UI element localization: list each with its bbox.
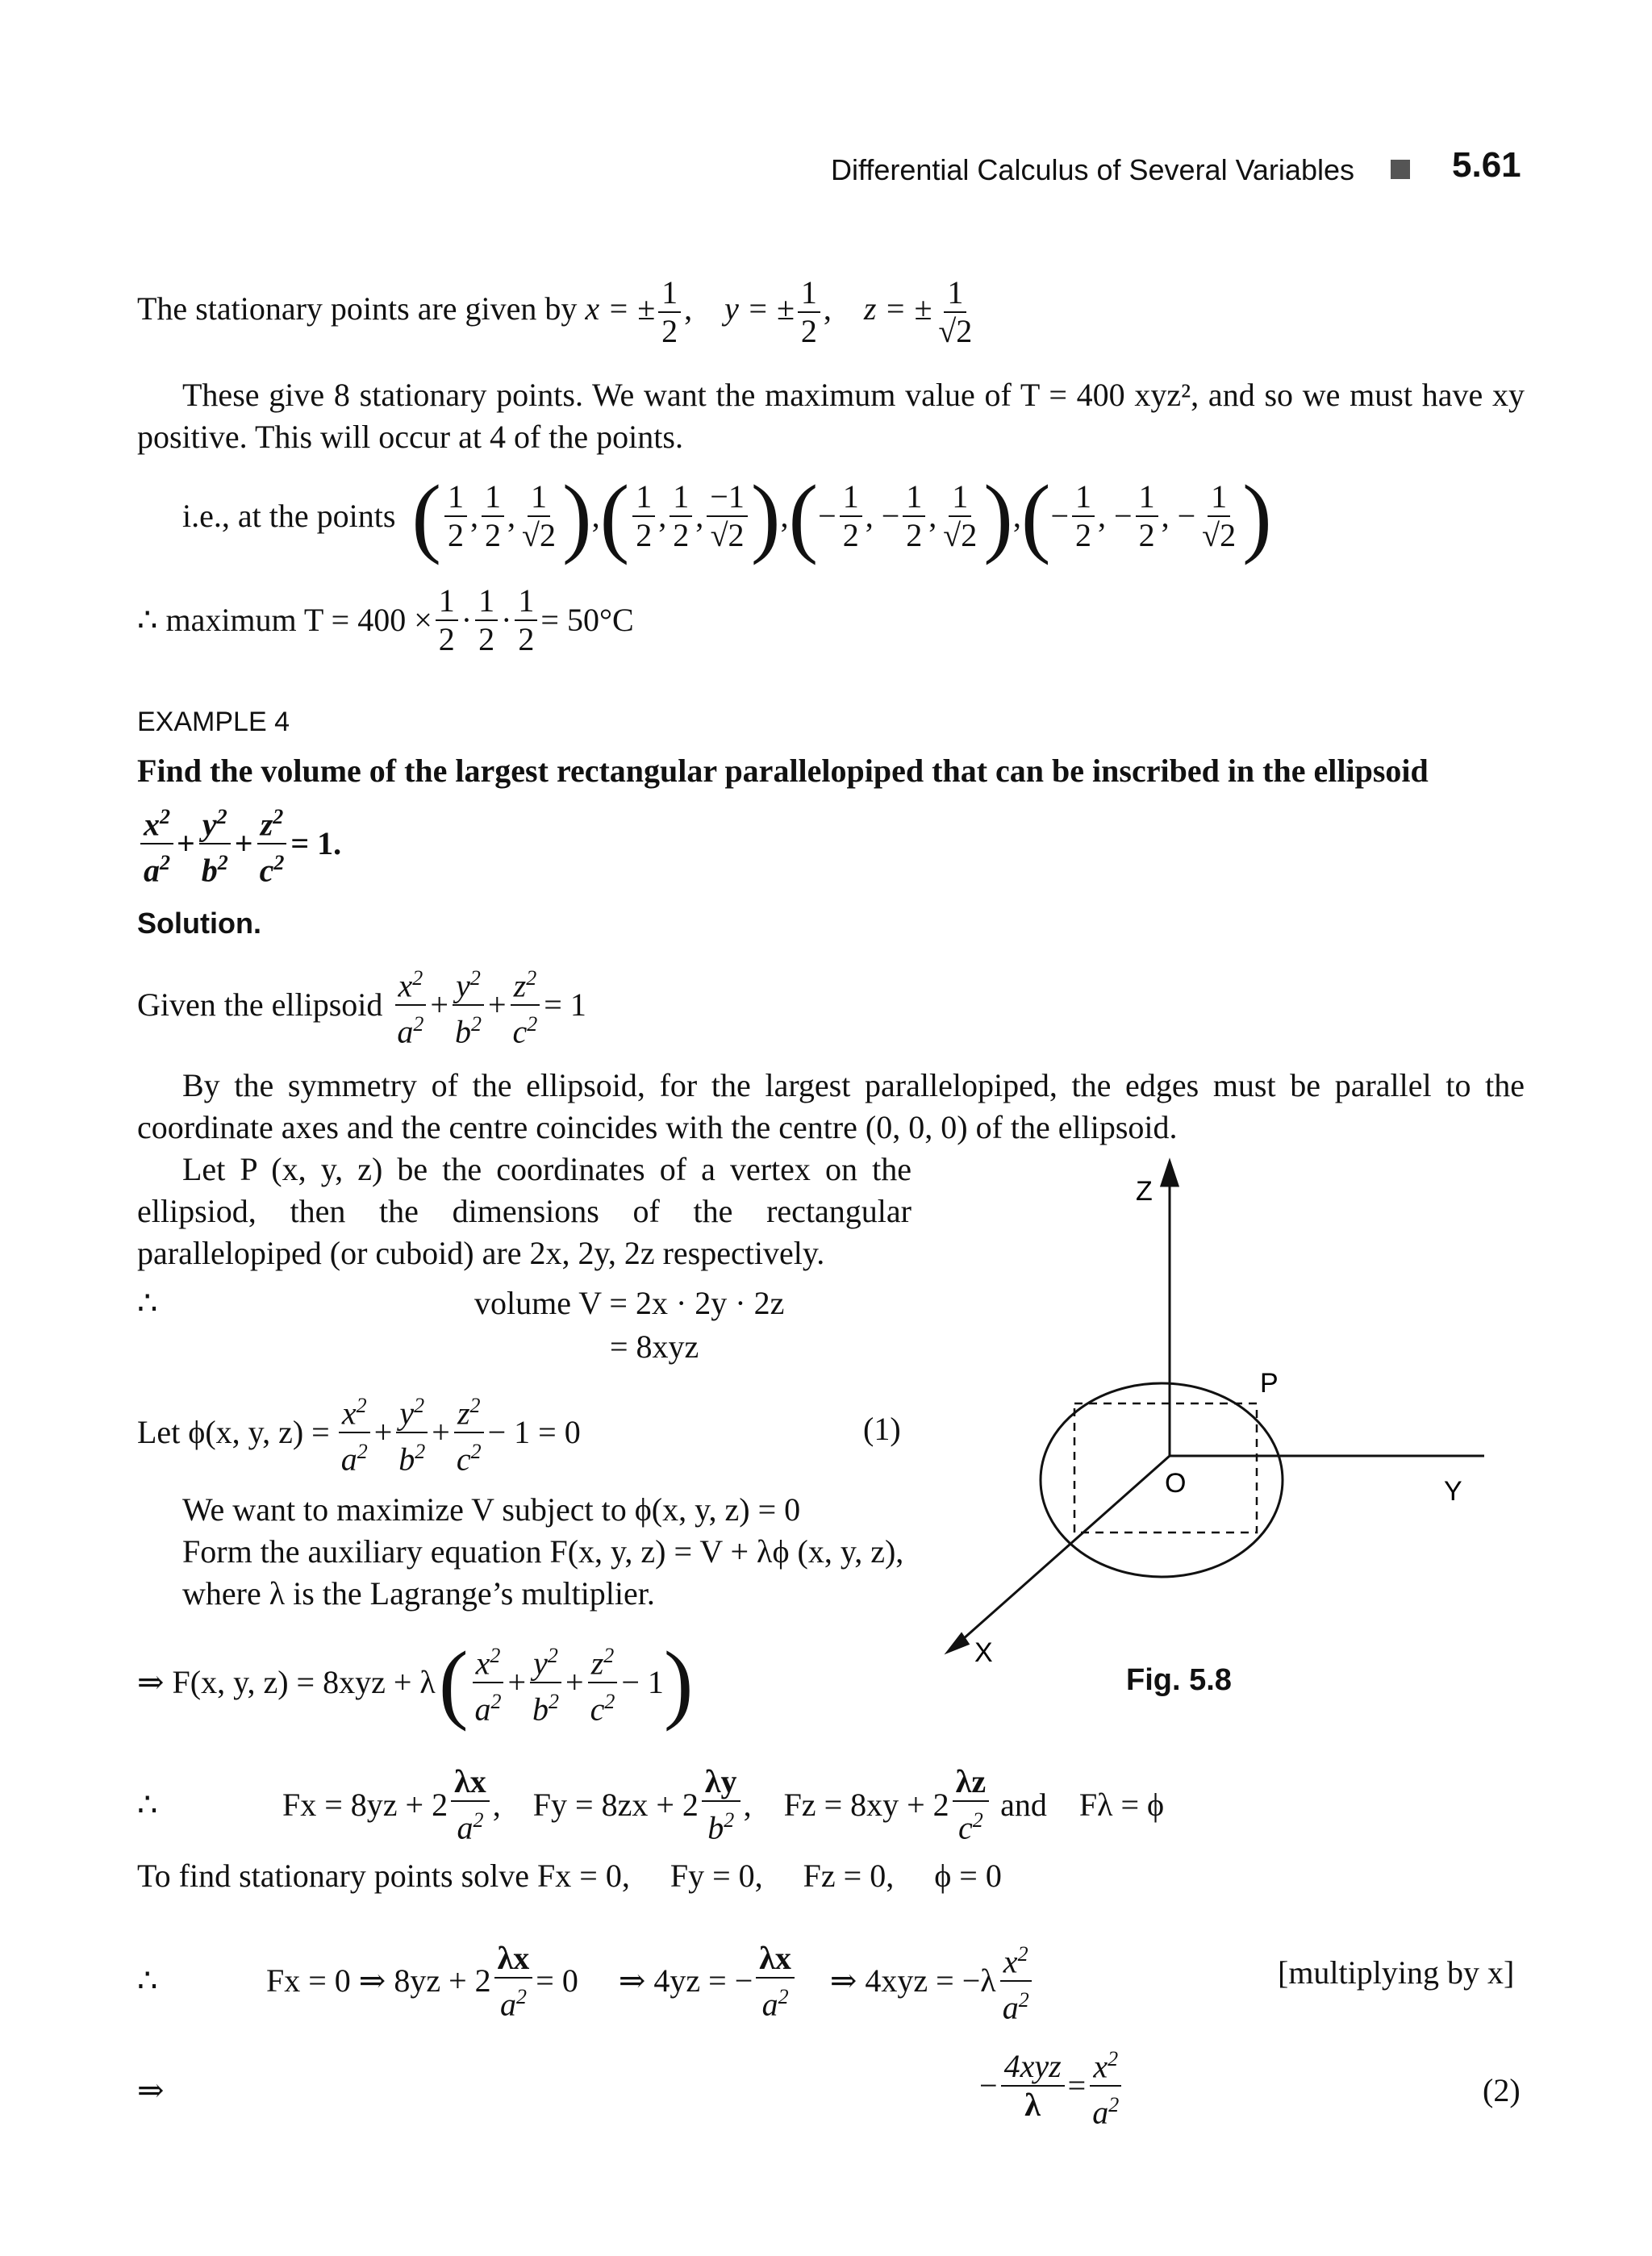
y-eq: y = ± bbox=[724, 290, 795, 327]
point-1: ( 1 2 , 1 2 , 1 √2 ) , bbox=[411, 467, 600, 565]
p-label: P bbox=[1260, 1368, 1279, 1399]
example-equation: $x^2$ $a^2$ + $y^2$ $b^2$ + $\frac{z^2}{c^2}$ = 1. bbox=[137, 799, 341, 890]
header-square-icon bbox=[1391, 160, 1410, 179]
max-T-result: = 50°C bbox=[540, 602, 634, 638]
max-T-line: ∴ maximum T = 400 × $\frac{1}{2}$ · 1 2 · $\frac{1}{2}$ = 50°C bbox=[137, 582, 634, 657]
implies-final: ⇒ bbox=[137, 2072, 165, 2108]
symmetry-paragraph: By the symmetry of the ellipsoid, for the largest parallelopiped, the edges must be parallel to the coordinate axes and the centre coincides with the centre (0, 0, 0) of the ellipsoid. bbox=[137, 1067, 1525, 1145]
step-line: ∴ Fx = 0 ⇒ 8yz + 2 $\frac{\lambda x}{a^2}$ = 0 ⇒ 4yz = − $\frac{\lambda x}{a^2}$ ⇒ 4xyz = −λ $x^2$ $a^2$ bbox=[137, 1936, 1036, 2027]
point-3: ( − 1 2 , − 1 2 , 1 √2 ) , bbox=[788, 467, 1021, 565]
example-statement: Find the volume of the largest rectangular parallelopiped that can be inscribed in the ellipsoid bbox=[137, 753, 1429, 789]
volume-line-1: volume V = 2x · 2y · 2z bbox=[474, 1285, 785, 1321]
max-T-lead: ∴ maximum T = 400 × bbox=[137, 602, 432, 638]
z-label: Z bbox=[1136, 1176, 1153, 1207]
z-eq: z = ± bbox=[863, 290, 932, 327]
x-eq: x = ± bbox=[585, 290, 656, 327]
maximize-line: We want to maximize V subject to ϕ(x, y, z) = 0 bbox=[182, 1491, 801, 1528]
vertex-paragraph: Let P (x, y, z) be the coordinates of a vertex on the ellipsiod, then the dimensions of the rectangular parallelopiped (or cuboid) are 2x, 2y, 2z respectively. bbox=[137, 1151, 912, 1271]
phi-definition: Let ϕ(x, y, z) = $\frac{x^2}{a^2}$ + $y^2$ $b^2$ + $z^2$ $c^2$ − 1 = 0 bbox=[137, 1387, 581, 1478]
example-label: EXAMPLE 4 bbox=[137, 707, 290, 737]
paragraph-8-points: These give 8 stationary points. We want the maximum value of T = 400 xyz², and so we must have xy positive. This will occur at 4 of the points. bbox=[137, 377, 1525, 455]
o-label: O bbox=[1165, 1468, 1187, 1499]
frac-half: $\frac{1}{2}$ bbox=[798, 274, 820, 350]
x-label: X bbox=[974, 1637, 993, 1668]
F-equation: ⇒ F(x, y, z) = 8xyz + λ ( $x^2$ $a^2$ + $y^2$ $b^2$ + $z^2$ $c^2$ − 1 ) bbox=[137, 1633, 694, 1733]
frac-half: $\frac{1}{2}$ bbox=[658, 274, 681, 350]
final-equation: − 4xyz λ = $x^2$ $a^2$ bbox=[979, 2041, 1125, 2132]
find-stationary-line: To find stationary points solve Fx = 0, Fy = 0, Fz = 0, ϕ = 0 bbox=[137, 1858, 1002, 1894]
solution-label: Solution. bbox=[137, 907, 261, 940]
stationary-points-line: The stationary points are given by x = ± $\frac{1}{2}$ , y = ± $\frac{1}{2}$ , z = ± $\frac{1}{√2}$ bbox=[137, 274, 978, 350]
frac-one-sqrt2: $\frac{1}{√2}$ bbox=[938, 274, 973, 349]
volume-line-2: = 8xyz bbox=[610, 1328, 699, 1365]
ellipsoid-outline bbox=[1041, 1383, 1283, 1577]
points-line bbox=[182, 467, 1272, 565]
point-2: ( 1 2 , 1 2 , −1 √2 ) , bbox=[599, 467, 789, 565]
y-label: Y bbox=[1444, 1476, 1462, 1507]
equation-number-2: (2) bbox=[1483, 2072, 1521, 2108]
point-4: ( − 1 2 , − 1 2 , − 1 √2 ) bbox=[1020, 467, 1272, 565]
therefore-1: ∴ bbox=[137, 1285, 158, 1321]
given-ellipsoid: Given the ellipsoid $x^2$ $a^2$ + $y^2$ $b^2$ + $\frac{z^2}{c^2}$ = 1 bbox=[137, 960, 586, 1051]
lagrange-line: where λ is the Lagrange’s multiplier. bbox=[182, 1575, 655, 1612]
chapter-title: Differential Calculus of Several Variables bbox=[831, 153, 1354, 186]
stationary-lead: The stationary points are given by bbox=[137, 290, 578, 327]
equation-number-1: (1) bbox=[863, 1411, 901, 1447]
figure-caption: Fig. 5.8 bbox=[1126, 1663, 1232, 1697]
page-number: 5.61 bbox=[1452, 145, 1521, 185]
multiplying-note: [multiplying by x] bbox=[1278, 1954, 1515, 1991]
ellipsoid-figure bbox=[920, 1153, 1533, 1670]
x-axis bbox=[956, 1456, 1170, 1645]
z-arrow-icon bbox=[1162, 1161, 1178, 1186]
auxiliary-line: Form the auxiliary equation F(x, y, z) = V + λϕ (x, y, z), bbox=[182, 1533, 904, 1570]
partials-line: ∴ Fx = 8yz + 2 λx $a^2$ , Fy = 8zx + 2 λy $b^2$ , Fz = 8xy + 2 λz $c^2$ and Fλ = ϕ bbox=[137, 1763, 1165, 1846]
points-label: i.e., at the points bbox=[182, 498, 396, 534]
